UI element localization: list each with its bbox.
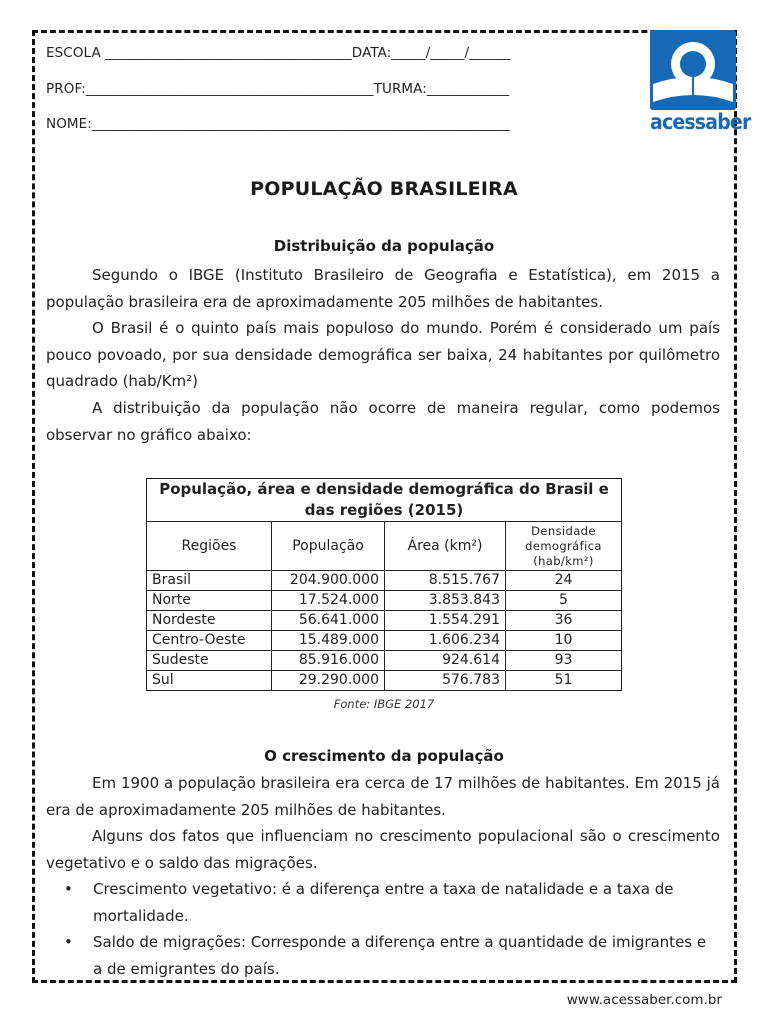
paragraph: Alguns dos fatos que influenciam no crescimento populacional são o crescimento vegetativo e o saldo das migrações. [46, 827, 720, 872]
table-cell: 1.606.234 [385, 631, 506, 651]
table-cell: 204.900.000 [272, 571, 385, 591]
table-cell: 85.916.000 [272, 651, 385, 671]
page-title: POPULAÇÃO BRASILEIRA [250, 178, 518, 200]
table-cell: 93 [506, 651, 622, 671]
table-cell: 15.489.000 [272, 631, 385, 651]
table-cell: 8.515.767 [385, 571, 506, 591]
table-cell: Nordeste [147, 611, 272, 631]
prof-turma-line: PROF:__________________________________________TURMA:____________ [46, 81, 510, 97]
table-cell: 924.614 [385, 651, 506, 671]
table-cell: 29.290.000 [272, 671, 385, 691]
list-item [64, 876, 720, 929]
table-source: Fonte: IBGE 2017 [333, 697, 435, 711]
footer-url[interactable]: www.acessaber.com.br [566, 992, 722, 1008]
section-heading-distribuicao: Distribuição da população [273, 237, 495, 255]
list-item-text: Crescimento vegetativo: é a diferença entre a taxa de natalidade e a taxa de mortalidade. [93, 880, 674, 925]
table-cell: 17.524.000 [272, 591, 385, 611]
table-cell: Centro-Oeste [147, 631, 272, 651]
logo-mark-icon [650, 30, 736, 110]
table-cell: 24 [506, 571, 622, 591]
table-header: População [272, 522, 385, 571]
table-header-row [147, 522, 622, 571]
bullet-icon: • [64, 933, 73, 951]
table-cell: Brasil [147, 571, 272, 591]
table-header: Densidade demográfica (hab/km²) [506, 522, 622, 571]
population-table [146, 478, 622, 691]
escola-date-line: ESCOLA ____________________________________DATA:_____/_____/______ [46, 45, 511, 61]
paragraph: O Brasil é o quinto país mais populoso do mundo. Porém é considerado um país pouco povoado, por sua densidade demográfica ser baixa, 24 habitantes por quilômetro quadrado (hab/Km²) [46, 319, 720, 390]
table-row [147, 651, 622, 671]
table-cell: Norte [147, 591, 272, 611]
table-cell: 36 [506, 611, 622, 631]
bullet-icon: • [64, 880, 73, 898]
paragraph: A distribuição da população não ocorre de maneira regular, como podemos observar no gráfico abaixo: [46, 399, 720, 444]
paragraph: Em 1900 a população brasileira era cerca de 17 milhões de habitantes. Em 2015 já era de aproximadamente 205 milhões de habitantes. [46, 774, 720, 819]
table-cell: 51 [506, 671, 622, 691]
table-row [147, 571, 622, 591]
list-item-text: Saldo de migrações: Corresponde a diferença entre a quantidade de imigrantes e a de emigrantes do país. [93, 933, 707, 978]
list-item [64, 929, 720, 982]
table-cell: 3.853.843 [385, 591, 506, 611]
table-row [147, 611, 622, 631]
paragraph: Segundo o IBGE (Instituto Brasileiro de Geografia e Estatística), em 2015 a população brasileira era de aproximadamente 205 milhões de habitantes. [46, 266, 720, 311]
table-cell: Sul [147, 671, 272, 691]
table-cell: 10 [506, 631, 622, 651]
table-header: Área (km²) [385, 522, 506, 571]
table-header: Regiões [147, 522, 272, 571]
table-cell: 56.641.000 [272, 611, 385, 631]
table-cell: 5 [506, 591, 622, 611]
table-row [147, 631, 622, 651]
table-row [147, 671, 622, 691]
table-row [147, 591, 622, 611]
logo-wordmark: acessaber [650, 110, 751, 134]
table-cell: 1.554.291 [385, 611, 506, 631]
nome-line: NOME:_____________________________________________________________ [46, 116, 510, 132]
table-caption: População, área e densidade demográfica do Brasil e das regiões (2015) [147, 479, 622, 522]
section-heading-crescimento: O crescimento da população [264, 747, 504, 765]
table-cell: 576.783 [385, 671, 506, 691]
table-cell: Sudeste [147, 651, 272, 671]
acessaber-logo [650, 30, 751, 134]
bullet-list [64, 876, 720, 982]
